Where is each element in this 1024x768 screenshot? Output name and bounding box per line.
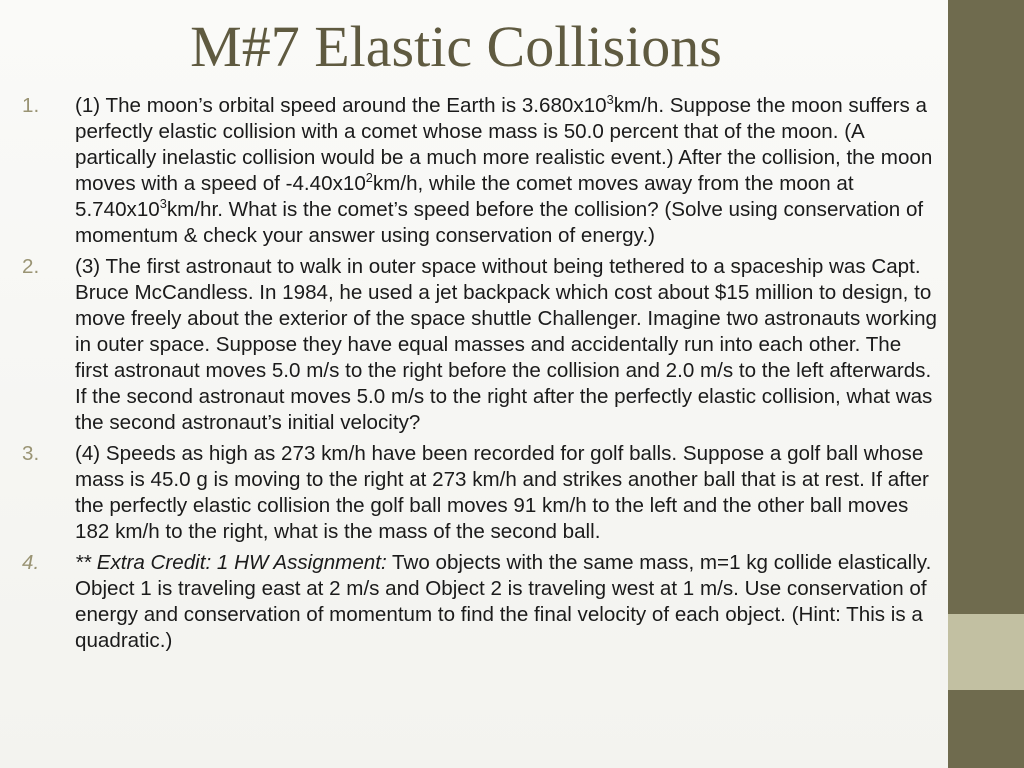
list-number-4: 4.	[22, 551, 40, 574]
superscript: 3	[606, 92, 614, 108]
text-segment: Two objects with the same mass, m=1 kg collide elastically. Object 1 is traveling east at 2 m/s and Object 2 is traveling west at 1 m/s. Use conservation of energy and conservation of momentum to find the final velocity of each object. (Hint: This is a quadratic.)	[75, 551, 932, 652]
text-segment: km/h. Suppose the moon suffers a perfectly elastic collision with a comet whose mass is 50.0 percent that of the moon. (A partically inelastic collision would be a much more realistic event.) After the collision, the moon moves with a speed of -4.40x10	[75, 94, 933, 195]
text-segment: (1) The moon’s orbital speed around the Earth is 3.680x10	[75, 94, 607, 117]
list-item-3	[22, 441, 938, 545]
sidebar-accent-block	[948, 614, 1024, 690]
text-segment: km/hr. What is the comet’s speed before the collision? (Solve using conservation of momentum & check your answer using conservation of energy.)	[75, 198, 924, 247]
list-item-2	[22, 254, 938, 436]
list-number-2: 2.	[22, 255, 40, 278]
extra-credit-lead: ** Extra Credit: 1 HW Assignment:	[75, 551, 387, 574]
list-item-1-text	[75, 94, 932, 247]
superscript: 3	[159, 196, 167, 212]
slide-title: M#7 Elastic Collisions	[190, 14, 722, 79]
list-item-2-text: (3) The first astronaut to walk in outer space without being tethered to a spaceship was Capt. Bruce McCandless. In 1984, he used a jet backpack which cost about $15 million to design, to move freely about the exterior of the space shuttle Challenger. Imagine two astronauts working in outer space. Suppose they have equal masses and accidentally run into each other. The first astronaut moves 5.0 m/s to the right before the collision and 2.0 m/s to the left afterwards. If the second astronaut moves 5.0 m/s to the right after the perfectly elastic collision, what was the second astronaut’s initial velocity?	[75, 255, 937, 434]
superscript: 2	[365, 170, 373, 186]
list-item-1	[22, 93, 938, 249]
text-segment: km/h, while the comet moves away from the moon at 5.740x10	[75, 172, 854, 221]
list-number-3: 3.	[22, 442, 40, 465]
list-item-3-text: (4) Speeds as high as 273 km/h have been recorded for golf balls. Suppose a golf ball whose mass is 45.0 g is moving to the right at 273 km/h and strikes another ball that is at rest. If after the perfectly elastic collision the golf ball moves 91 km/h to the left and the other ball moves 182 km/h to the right, what is the mass of the second ball.	[75, 442, 929, 543]
list-item-4-text	[75, 551, 931, 652]
problem-list	[22, 93, 938, 659]
list-item-4	[22, 550, 938, 654]
list-number-1: 1.	[22, 94, 40, 117]
